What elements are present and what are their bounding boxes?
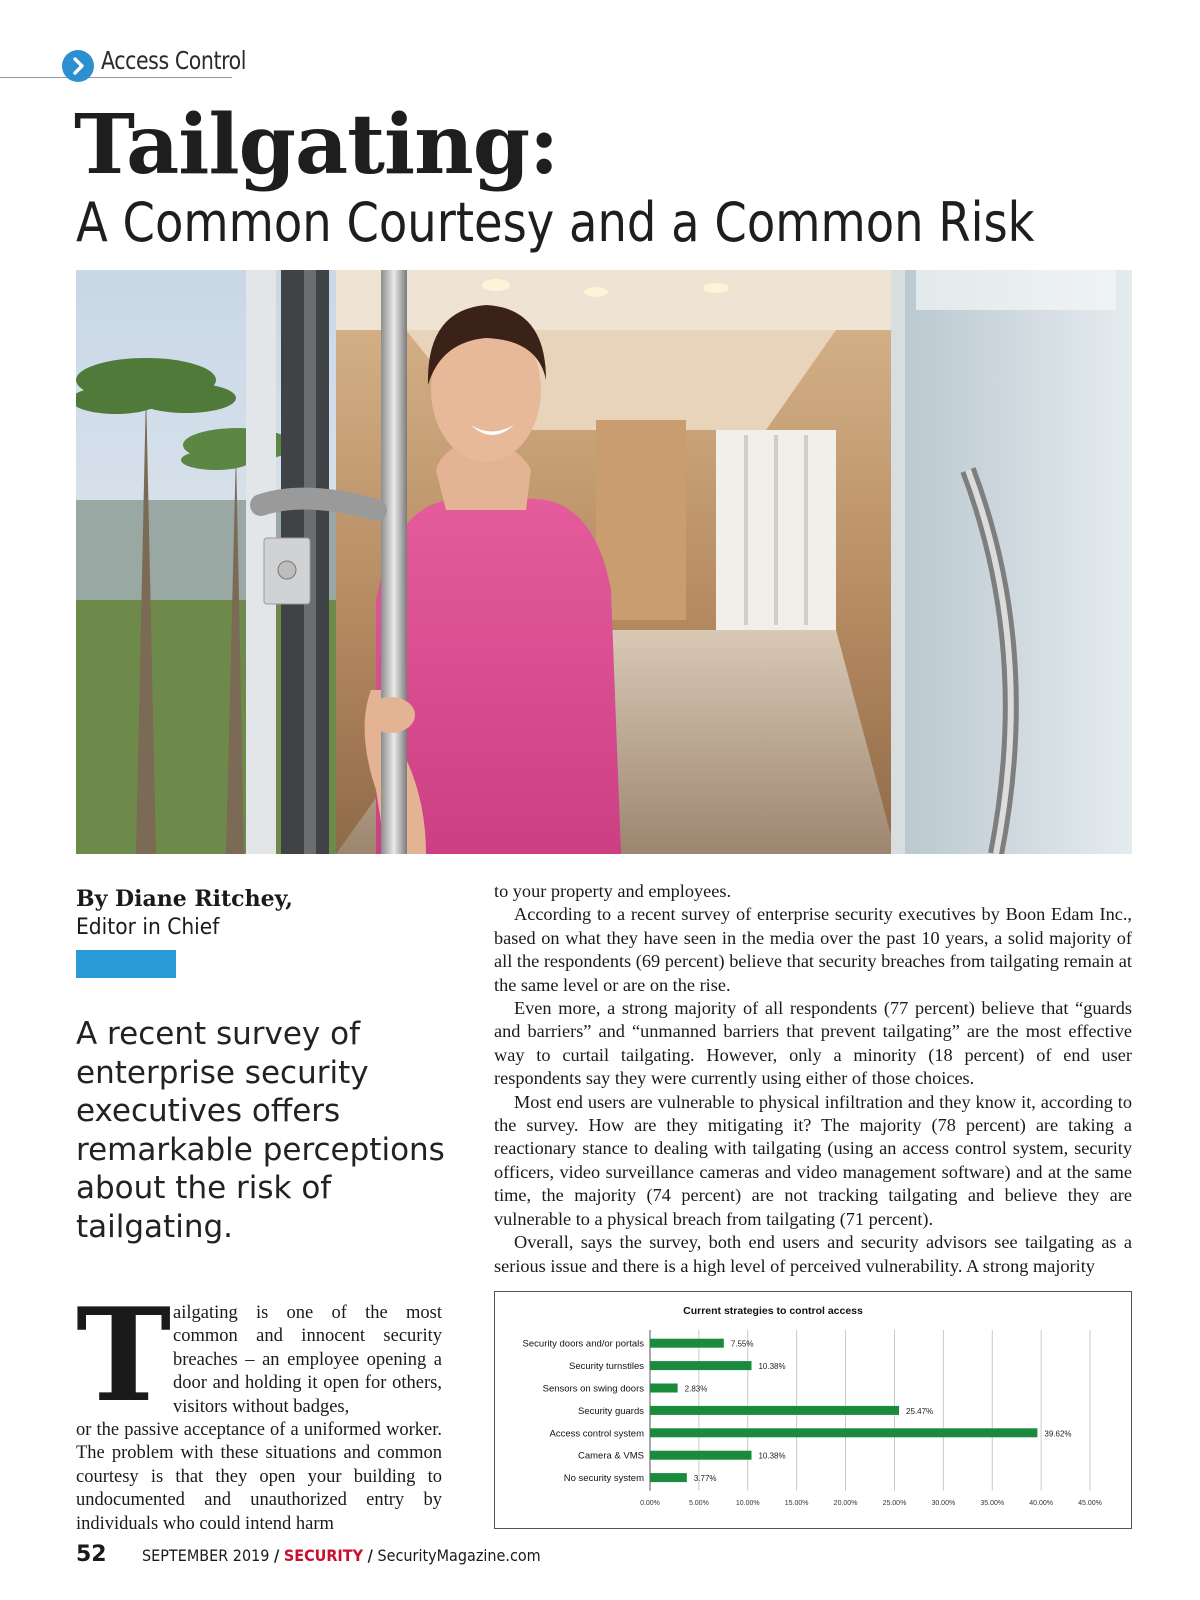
accent-bar <box>76 950 176 978</box>
body-paragraph: Most end users are vulnerable to physical infiltration and they know it, according to the survey. How are they mitigating it? The majority (78 percent) are taking a reactionary stance to dealing with tailgating (using an access control system, security officers, video surveillance cameras and video management software) and at the same time, the majority (74 percent) are not tracking tailgating and believe they are vulnerable to a physical breach from tailgating (71 percent). <box>494 1091 1132 1229</box>
body-paragraph: Even more, a strong majority of all respondents (77 percent) believe that “guards and barriers” and “unmanned barriers that prevent tailgating” are the most effective way to curtail tailgating. However, only a minority (18 percent) of end user respondents say they were currently using either of those choices. <box>494 998 1132 1089</box>
footer-line <box>142 1546 541 1565</box>
page-number: 52 <box>76 1542 107 1567</box>
chart-bar <box>650 1451 751 1460</box>
author-role: Editor in Chief <box>76 915 220 940</box>
drop-cap: T <box>76 1281 172 1431</box>
footer-separator: / <box>274 1546 280 1565</box>
article-subtitle: A Common Courtesy and a Common Risk <box>76 191 1035 254</box>
chart-x-tick-label: 15.00% <box>784 1499 809 1507</box>
chart-category-label: Security guards <box>577 1405 644 1417</box>
chevron-right-icon <box>62 50 94 82</box>
chart-x-tick-label: 25.00% <box>882 1499 907 1507</box>
chart-bar <box>650 1406 899 1415</box>
access-strategies-chart <box>494 1291 1132 1529</box>
chart-x-tick-label: 20.00% <box>833 1499 858 1507</box>
chart-value-label: 10.38% <box>758 1451 786 1461</box>
chart-bar <box>650 1473 687 1482</box>
article-title: Tailgating: <box>74 97 559 193</box>
section-rule <box>0 77 232 78</box>
section-label: Access Control <box>101 46 247 75</box>
footer-separator: / <box>367 1546 373 1565</box>
chart-value-label: 3.77% <box>693 1474 717 1484</box>
chart-value-label: 10.38% <box>758 1362 786 1372</box>
website-link[interactable]: SecurityMagazine.com <box>377 1546 541 1565</box>
intro-paragraph-continued: or the passive acceptance of a uniformed worker. The problem with these situations and common courtesy is that they open your building to undocumented and unauthorized entry by individuals who could intend harm <box>76 1420 442 1534</box>
chart-category-label: Access control system <box>549 1428 644 1440</box>
article-deck: A recent survey of enterprise security executives offers remarkable perceptions about the risk of tailgating. <box>76 1016 445 1245</box>
chart-bar <box>650 1339 724 1348</box>
chart-bar <box>650 1428 1037 1437</box>
chart-value-label: 7.55% <box>730 1339 754 1349</box>
chart-category-label: Camera & VMS <box>578 1450 644 1462</box>
chart-bar <box>650 1384 678 1393</box>
hero-photo <box>76 270 1132 854</box>
body-paragraph: to your property and employees. <box>494 881 732 901</box>
chart-svg <box>495 1292 1131 1528</box>
chart-title: Current strategies to control access <box>683 1305 863 1317</box>
chart-x-tick-label: 5.00% <box>688 1499 709 1507</box>
intro-paragraph-start: ailgating is one of the most common and innocent security breaches – an employee opening a door and holding it open for others, visitors without badges, <box>173 1303 442 1417</box>
chart-x-tick-label: 0.00% <box>640 1499 660 1507</box>
chart-x-tick-label: 30.00% <box>931 1499 956 1507</box>
chart-x-tick-label: 45.00% <box>1078 1499 1102 1507</box>
chart-bar <box>650 1361 751 1370</box>
chart-value-label: 2.83% <box>684 1384 708 1394</box>
issue-date: SEPTEMBER 2019 <box>142 1546 270 1565</box>
chart-x-tick-label: 35.00% <box>980 1499 1005 1507</box>
chart-x-tick-label: 40.00% <box>1029 1499 1053 1507</box>
body-paragraph: According to a recent survey of enterprise security executives by Boon Edam Inc., based on what they have seen in the media over the past 10 years, a solid majority of all the respondents (69 percent) believe that security breaches from tailgating remain at the same level or are on the rise. <box>494 904 1132 995</box>
chart-category-label: Security turnstiles <box>569 1361 644 1373</box>
chart-x-tick-label: 10.00% <box>735 1499 760 1507</box>
chart-value-label: 25.47% <box>906 1406 934 1416</box>
publication-name: SECURITY <box>283 1546 364 1565</box>
chart-category-label: Security doors and/or portals <box>522 1338 644 1350</box>
chart-category-label: Sensors on swing doors <box>542 1383 644 1395</box>
chart-category-label: No security system <box>563 1473 644 1485</box>
chart-value-label: 39.62% <box>1044 1429 1072 1439</box>
body-column <box>494 880 1132 1278</box>
author-name: By Diane Ritchey, <box>76 886 293 912</box>
body-paragraph: Overall, says the survey, both end users and security advisors see tailgating as a serious issue and there is a high level of perceived vulnerability. A strong majority <box>494 1232 1132 1276</box>
